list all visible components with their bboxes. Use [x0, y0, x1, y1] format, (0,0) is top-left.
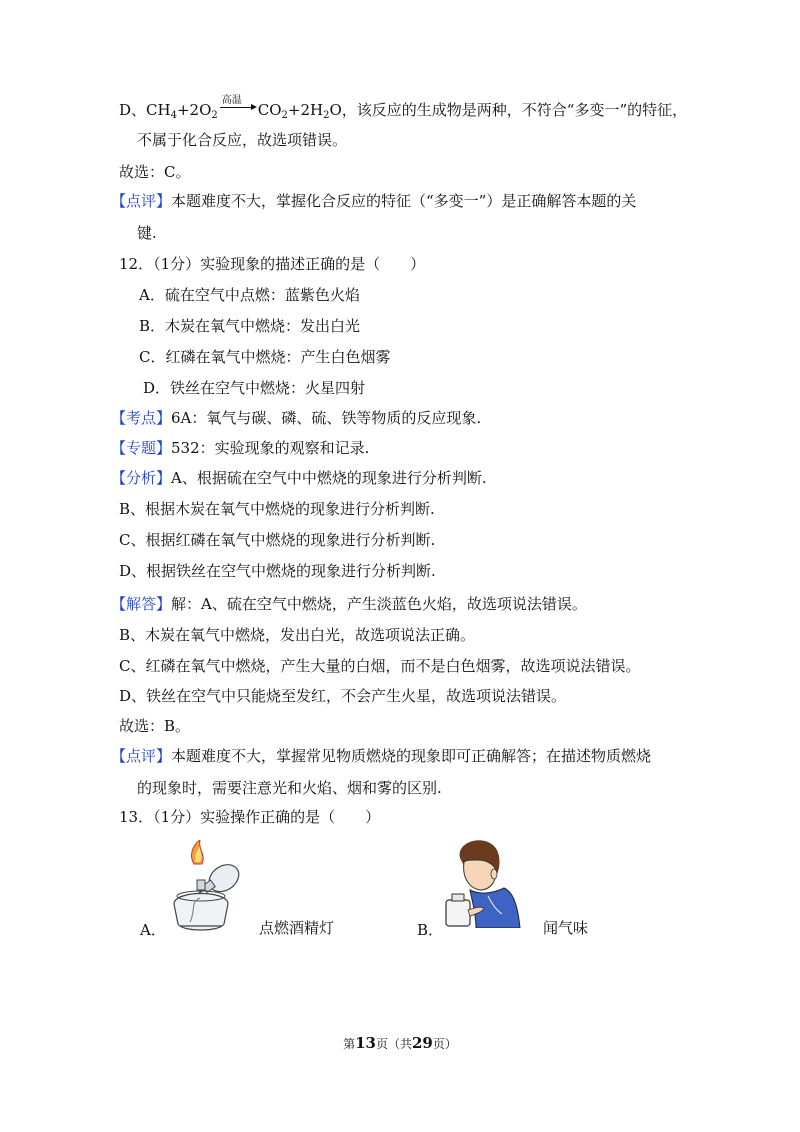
alcohol-lamp-figure [160, 840, 250, 936]
condition-label: 高温 [221, 95, 242, 106]
subscript: 2 [323, 110, 330, 121]
page-footer [0, 1034, 800, 1052]
zhuanti-line [111, 438, 369, 458]
option-b-letter: B． [417, 921, 444, 939]
review-line [111, 191, 636, 211]
zhuanti-tag: 【专题】 [111, 439, 172, 457]
option-a-caption: 点燃酒精灯 [259, 919, 335, 937]
total-pages: 29 [412, 1034, 433, 1052]
answer-line: 故选：B。 [119, 717, 191, 735]
equation-line [119, 97, 687, 126]
eq-part: CO [257, 101, 282, 119]
review-text: 本题难度不大，掌握常见物质燃烧的现象即可正确解答；在描述物质燃烧 [171, 747, 652, 765]
kaodian-tag: 【考点】 [111, 409, 172, 427]
option-a-letter: A． [140, 921, 166, 939]
eq-part: +2H [287, 101, 324, 119]
option-a: A．硫在空气中点燃：蓝紫色火焰 [139, 286, 360, 304]
eq-part: O，该反应的生成物是两种，不符合“多变一”的特征， [329, 101, 688, 119]
question-title: 12．（1分）实验现象的描述正确的是（ ） [119, 255, 426, 273]
subscript: 2 [211, 110, 218, 121]
jieda-line: C、红磷在氧气中燃烧，产生大量的白烟，而不是白色烟雾，故选项说法错误。 [119, 657, 641, 675]
zhuanti-text: 532：实验现象的观察和记录. [171, 439, 370, 457]
page-number: 13 [355, 1034, 376, 1052]
footer-text: 第 [343, 1037, 356, 1051]
question-title: 13．（1分）实验操作正确的是（ ） [119, 808, 381, 826]
fenxi-line: B、根据木炭在氧气中燃烧的现象进行分析判断. [119, 500, 435, 518]
text-line: 键. [137, 224, 157, 242]
text-line: 不属于化合反应，故选项错误。 [137, 131, 348, 149]
jieda-text: 解：A、硫在空气中燃烧，产生淡蓝色火焰，故选项说法错误。 [171, 595, 587, 613]
fenxi-text: A、根据硫在空气中中燃烧的现象进行分析判断. [171, 469, 487, 487]
condition-arrow [218, 97, 258, 117]
eq-part: D、CH [119, 101, 171, 119]
subscript: 4 [170, 110, 177, 121]
footer-text: 页） [432, 1037, 457, 1051]
option-d: D．铁丝在空气中燃烧：火星四射 [143, 379, 366, 397]
review-tag: 【点评】 [111, 192, 172, 210]
review-line [111, 746, 651, 766]
fenxi-line: C、根据红磷在氧气中燃烧的现象进行分析判断. [119, 531, 436, 549]
kaodian-line [111, 408, 481, 428]
option-b-caption: 闻气味 [543, 919, 589, 937]
text-line: 的现象时，需要注意光和火焰、烟和雾的区别. [137, 779, 442, 797]
fenxi-tag: 【分析】 [111, 469, 172, 487]
jieda-tag: 【解答】 [111, 595, 172, 613]
jieda-line: D、铁丝在空气中只能烧至发红，不会产生火星，故选项说法错误。 [119, 687, 567, 705]
smelling-figure [442, 836, 522, 928]
fenxi-line [111, 468, 487, 488]
answer-line: 故选：C。 [119, 163, 191, 181]
subscript: 2 [281, 110, 288, 121]
review-text: 本题难度不大，掌握化合反应的特征（“多变一”）是正确解答本题的关 [171, 192, 637, 210]
arrow-icon [220, 107, 254, 108]
fenxi-line: D、根据铁丝在空气中燃烧的现象进行分析判断. [119, 562, 436, 580]
option-c: C．红磷在氧气中燃烧：产生白色烟雾 [139, 348, 391, 366]
jieda-line [111, 594, 587, 614]
eq-part: +2O [176, 101, 212, 119]
kaodian-text: 6A：氧气与碳、磷、硫、铁等物质的反应现象. [171, 409, 482, 427]
footer-text: 页（共 [375, 1037, 412, 1051]
jieda-line: B、木炭在氧气中燃烧，发出白光，故选项说法正确。 [119, 626, 476, 644]
option-b: B．木炭在氧气中燃烧：发出白光 [139, 317, 361, 335]
review-tag: 【点评】 [111, 747, 172, 765]
